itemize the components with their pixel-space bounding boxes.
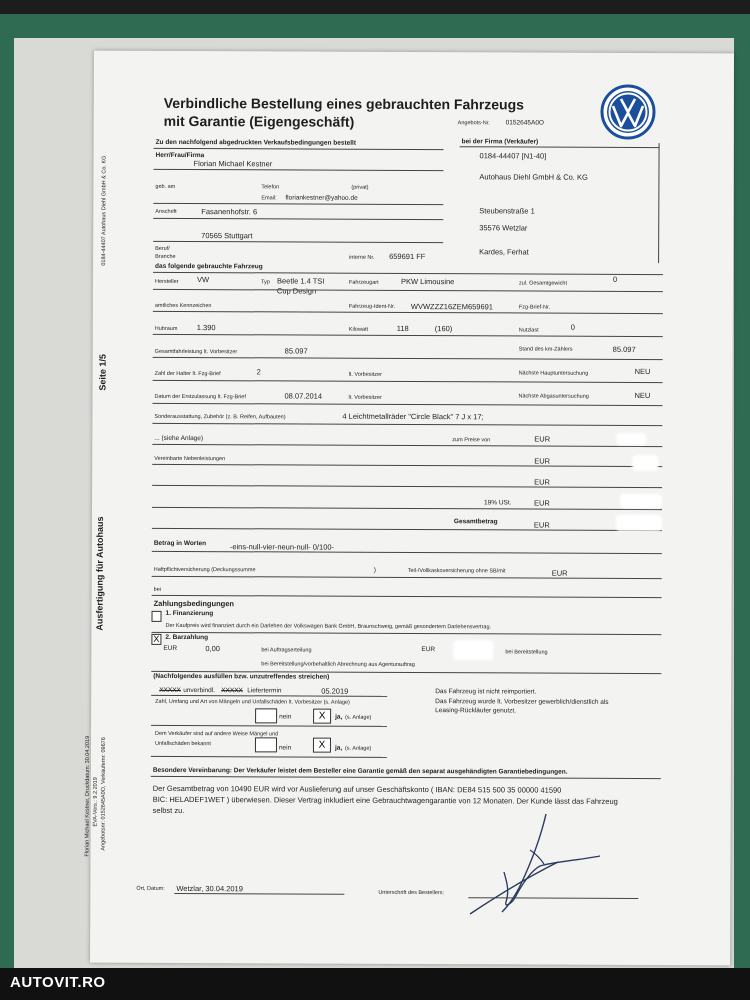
teilvollkasko-currency: EUR — [551, 568, 568, 578]
nebenleistungen-label: Vereinbarte Nebenleistungen — [154, 455, 226, 463]
eva-version: EVA-Vers.: 9.2.2019 — [92, 777, 99, 827]
halter-label: Zahl der Halter lt. Fzg-Brief — [154, 370, 221, 378]
angebots-nr: 0152645A0O — [505, 119, 545, 127]
km-stand-label: Stand des km-Zählers — [518, 346, 573, 353]
erstzulassung-label: Datum der Erstzulassung lt. Fzg-Brief — [154, 393, 246, 401]
reimport-text: Das Fahrzeug ist nicht reimportiert. — [435, 688, 537, 696]
typ-line2: Cup Design — [276, 286, 317, 296]
struck-text-2: XXXXX — [221, 687, 243, 695]
gesamtfahrleistung-label: Gesamtfahrleistung lt. Vorbesitzer — [154, 348, 238, 356]
interne-nr: 659691 FF — [389, 251, 426, 262]
conditions-header: (Nachfolgendes ausfüllen bzw. unzutreffendes streichen) — [153, 672, 330, 681]
seller-id: 0184-44407 [N1-40] — [479, 151, 547, 161]
leasing-text-1: Das Fahrzeug wurde lt. Vorbesitzer gewerblich/dienstlich als — [435, 698, 609, 706]
document-title: Verbindliche Bestellung eines gebrauchten Fahrzeugs — [163, 94, 524, 113]
nutzlast: 0 — [570, 322, 575, 332]
unterschrift-label: Unterschrift des Bestellers: — [378, 889, 445, 897]
leasing-text-2: Leasing-Rückläufer genutzt. — [435, 707, 517, 715]
vorbesitzer-label-2: lt. Vorbesitzer — [348, 394, 382, 401]
anzahlung: 0,00 — [205, 644, 221, 654]
gesamtbetrag-currency: EUR — [533, 520, 550, 530]
seller-name: Autohaus Diehl GmbH & Co. KG — [479, 172, 588, 182]
kilowatt: 118 — [396, 323, 409, 333]
verkaeufer-ja-box[interactable]: X — [313, 738, 331, 753]
vorbesitzer-label: lt. Vorbesitzer — [348, 371, 382, 378]
special-text-2: BIC: HELADEF1WET ) überwiesen. Dieser Vertrag inkludiert eine Gebrauchtwagengarantie von 12 Monaten. Der Kunde lässt das Fahrzeug — [152, 794, 618, 806]
finanzierung-text: Der Kaufpreis wird finanziert durch ein Darlehen der Volkswagen Bank GmbH, Braunschweig, gemäß gesondertem Darlehensvertrag. — [165, 622, 492, 631]
hersteller: VW — [196, 275, 210, 285]
barzahlung-label: 2. Barzahlung — [165, 633, 209, 642]
liefertermin-label: Liefertermin — [247, 687, 282, 695]
ident: WVWZZZ16ZEM659691 — [410, 301, 494, 312]
order-document — [84, 51, 734, 966]
herr-label: Herr/Frau/Firma — [155, 151, 205, 160]
erstzulassung: 08.07.2014 — [284, 391, 323, 401]
barzahlung-checkbox[interactable]: X — [153, 633, 160, 644]
maengel-anlage: (s. Anlage) — [345, 714, 372, 721]
anschrift-label: Anschrift — [155, 208, 177, 215]
hubraum-label: Hubraum — [154, 325, 178, 332]
interne-label: interne Nr. — [349, 254, 375, 261]
offer-info: Angebotsnr: 0152645A0O, Verkäufernr: 09676 — [100, 737, 107, 851]
buyer-section-label: Zu den nachfolgend abgedruckten Verkaufsbedingungen bestellt — [155, 138, 357, 147]
gesamtgewicht: 0 — [612, 274, 618, 284]
kilowatt-label: Kilowatt — [348, 326, 369, 333]
verkaeufer-text-2: Unfallschäden bekannt — [154, 740, 211, 748]
km-stand: 85.097 — [612, 344, 636, 354]
nutzlast-label: Nutzlast — [518, 327, 539, 334]
liefertermin: 05.2019 — [321, 686, 349, 696]
ort-label: Ort, Datum: — [136, 885, 165, 892]
finanzierung-checkbox[interactable] — [152, 611, 162, 622]
typ-label: Typ — [260, 279, 270, 286]
buyer-email: floriankestner@yahoo.de — [285, 194, 358, 202]
fahrzeugart: PKW Limousine — [400, 276, 455, 287]
zahlungsbedingungen-label: Zahlungsbedingungen — [153, 598, 235, 609]
redacted-nebenleistungen — [632, 455, 658, 471]
hubraum: 1.390 — [196, 323, 216, 333]
extra-currency: EUR — [534, 477, 550, 487]
unverbindl-label: unverbindl. — [183, 687, 216, 695]
special-text-3: selbst zu. — [152, 805, 185, 816]
seller-label: bei der Firma (Verkäufer) — [461, 138, 539, 146]
buyer-name: Florian Michael Kestner — [193, 159, 273, 169]
typ: Beetle 1.4 TSI — [276, 276, 325, 286]
document-subtitle: mit Garantie (Eigengeschäft) — [163, 112, 355, 130]
auftragserteilung-label: bei Auftragserteilung — [261, 647, 312, 654]
bereitstellung-label: bei Bereitstellung — [505, 649, 548, 656]
geb-label: geb. am — [155, 183, 176, 190]
maengel-nein-box[interactable] — [255, 708, 277, 723]
haftpflicht-close: ) — [373, 566, 376, 574]
sonder: 4 Leichtmetallräder "Circle Black" 7 J x 17; — [342, 411, 484, 422]
hersteller-label: Hersteller — [154, 278, 179, 285]
verkaeufer-nein: nein — [278, 744, 292, 752]
special-text-1: Der Gesamtbetrag von 10490 EUR wird vor Auslieferung auf unser Geschäftskonto ( IBAN: DE84 515 500 35 00000 41590 — [152, 783, 562, 795]
redacted-total — [616, 515, 662, 531]
nebenleistungen-currency: EUR — [534, 456, 551, 466]
gesamtfahrleistung: 85.097 — [284, 346, 308, 356]
ps: (160) — [434, 324, 453, 334]
angebots-label: Angebots-Nr. — [457, 120, 490, 127]
au: NEU — [634, 390, 651, 401]
brief-label: Fzg-Brief-Nr. — [518, 304, 551, 311]
zum-preise-label: zum Preise von — [452, 437, 491, 444]
ort-datum: Wetzlar, 30.04.2019 — [176, 883, 243, 894]
hu: NEU — [634, 366, 651, 377]
footer-bar — [0, 968, 750, 1000]
signature-image — [460, 810, 610, 920]
ident-label: Fahrzeug-Ident-Nr. — [348, 303, 396, 310]
gesamtgewicht-label: zul. Gesamtgewicht — [518, 280, 567, 287]
anzahlung-currency: EUR — [163, 644, 178, 652]
background-top — [0, 0, 750, 14]
buyer-street: Fasanenhofstr. 6 — [201, 207, 258, 217]
teilvollkasko-label: Teil-/Vollkaskoversicherung ohne SB/mit — [407, 567, 506, 575]
ust-currency: EUR — [534, 498, 550, 508]
redacted-bereitstellung — [453, 640, 493, 660]
verkaeufer-nein-box[interactable] — [255, 737, 277, 752]
au-label: Nächste Abgasuntersuchung — [518, 393, 589, 400]
ust-label: 19% USt. — [484, 499, 512, 507]
special-label-text: Der Verkäufer leistet dem Besteller eine Garantie gemäß den separat ausgehändigten Garantiebedingungen. — [233, 767, 568, 776]
halter: 2 — [256, 367, 261, 377]
vehicle-section-label: das folgende gebrauchte Fahrzeug — [155, 262, 263, 271]
seller-city: 35576 Wetzlar — [479, 223, 528, 233]
privat-label: (privat) — [351, 184, 369, 191]
betrag-words: -eins-null-vier-neun-null- 0/100- — [229, 542, 335, 552]
gesamtbetrag-label: Gesamtbetrag — [453, 518, 498, 526]
maengel-ja-box[interactable]: X — [313, 709, 331, 724]
sonder-label: Sonderausstattung, Zubehör (z. B. Reifen, Aufbauten) — [154, 413, 286, 421]
copy-label: Ausfertigung für Autohaus — [94, 516, 105, 631]
verkaeufer-anlage: (s. Anlage) — [344, 745, 372, 752]
kennzeichen-label: amtliches Kennzeichen — [154, 302, 212, 310]
vw-logo-icon — [600, 84, 656, 140]
beruf-label: Beruf/ — [155, 245, 170, 252]
bereitstellung-currency: EUR — [421, 646, 436, 654]
verkaeufer-ja: ja, — [334, 744, 343, 752]
maengel-ja: ja, — [335, 713, 343, 721]
struck-text-1: XXXXX — [159, 686, 181, 694]
hu-label: Nächste Hauptuntersuchung — [518, 370, 589, 377]
anlage-note: ... (siehe Anlage) — [154, 434, 204, 443]
print-info: Florian Michael Kestner, Druckdatum: 30.04.2019 — [84, 735, 92, 857]
bereitstellung-text: bei Bereitstellung/vorbehaltlich Abrechnung aus Agenturauftrag — [261, 661, 415, 669]
special-label-title: Besondere Vereinbarung: — [152, 766, 232, 775]
side-dealer-id: 0184-44407 Autohaus Diehl GmbH & Co. KG — [101, 155, 108, 266]
telefon-label: Telefon — [261, 184, 280, 191]
redacted-ust — [620, 494, 662, 508]
seller-street: Steubenstraße 1 — [479, 206, 535, 216]
email-label: Email: — [261, 195, 277, 202]
page-number: Seite 1/5 — [97, 354, 108, 391]
haftpflicht-label: Haftpflichtversicherung (Deckungssumme — [153, 566, 256, 574]
maengel-text: Zahl, Umfang und Art von Mängeln und Unfallschäden lt. Vorbesitzer (s. Anlage) — [155, 698, 350, 706]
fahrzeugart-label: Fahrzeugart — [348, 279, 379, 286]
verkaeufer-text-1: Dem Verkäufer sind auf andere Weise Mängel und — [154, 730, 279, 738]
betrag-label: Betrag in Worten — [153, 539, 207, 548]
buyer-city: 70565 Stuttgart — [201, 231, 253, 241]
redacted-price — [616, 433, 646, 445]
maengel-nein: nein — [279, 713, 292, 721]
watermark-logo: AUTOVIT.RO — [10, 974, 106, 991]
bei-label: bei — [153, 586, 161, 593]
price-currency: EUR — [534, 434, 551, 444]
finanzierung-label: 1. Finanzierung — [165, 609, 214, 618]
branche-label: Branche — [155, 253, 176, 260]
special-label — [153, 767, 568, 776]
seller-contact: Kardes, Ferhat — [479, 247, 529, 257]
